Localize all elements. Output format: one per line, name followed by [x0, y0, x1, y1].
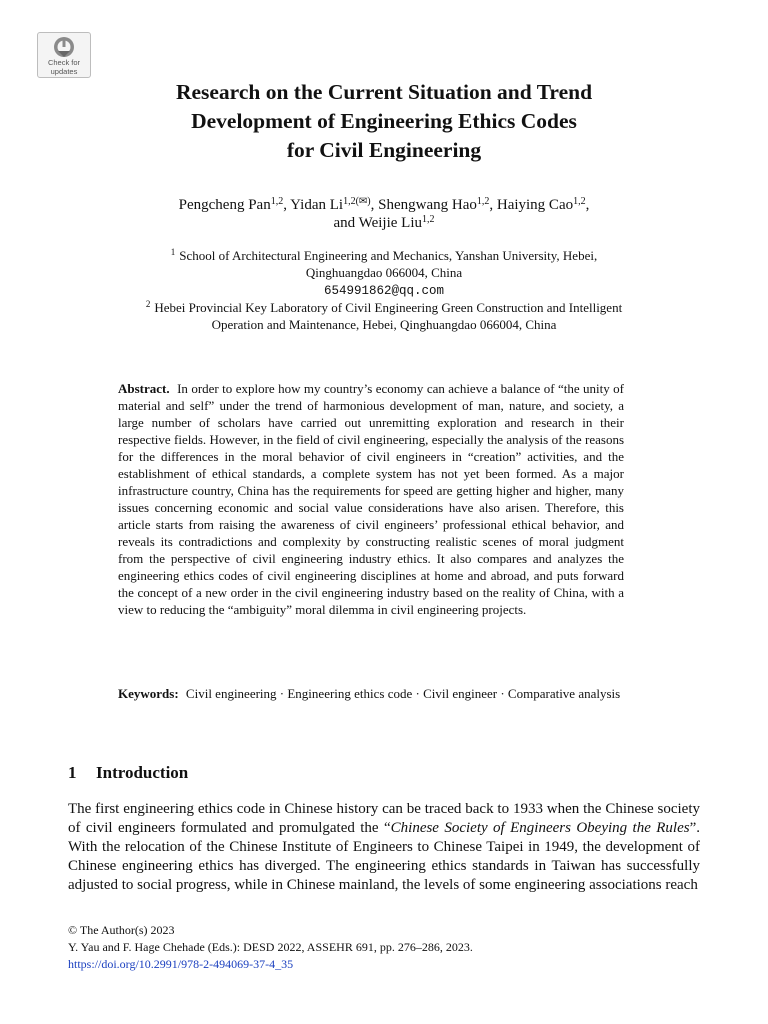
author-separator: ,	[283, 197, 291, 213]
keywords	[118, 685, 624, 702]
section-number: 1	[68, 763, 77, 782]
author-separator: ,	[489, 197, 497, 213]
title-line-1: Research on the Current Situation and Trend	[175, 80, 593, 104]
badge-line-2: updates	[50, 67, 78, 76]
check-for-updates-badge[interactable]	[37, 32, 91, 78]
author-list	[80, 196, 688, 232]
abstract	[118, 380, 624, 618]
author-separator: ,	[585, 197, 590, 213]
body-italic-title: Chinese Society of Engineers Obeying the Rules	[390, 820, 690, 836]
abstract-label: Abstract.	[118, 381, 170, 396]
affiliation-line-1: School of Architectural Engineering and Mechanics, Yanshan University, Hebei,	[179, 248, 598, 263]
author-name: Yidan Li	[290, 197, 344, 213]
body-text-part-1: The first engineering ethics code in Chinese history can be traced back to 1933 when the Chinese society of civil engineers formulated and promulgated the “	[68, 801, 700, 836]
section-title: Introduction	[96, 763, 189, 782]
keywords-label: Keywords:	[118, 686, 179, 701]
author-name: Pengcheng Pan	[178, 197, 271, 213]
check-for-updates-icon	[53, 36, 75, 58]
footer	[68, 922, 700, 973]
badge-line-1: Check for	[47, 58, 81, 67]
author-affiliation-mark: 1,2	[476, 196, 490, 207]
abstract-text: In order to explore how my country’s economy can achieve a balance of “the unity of material and self” under the trend of harmonious development of man, nature, and society, a large number of scholars have carried out unremitting exploration and research in their respective fields. However, in the field of civil engineering, especially the analysis of the reasons for the differences in the moral behavior of civil engineers in “creation” activities, and the establishment of ethical standards, a complete system has not yet been formed. As a major infrastructure country, China has the requirements for speed are getting higher and higher, many issues concerning economic and social value considerations have also arisen. Therefore, this article starts from raising the awareness of civil engineers’ professional ethical behavior, and reveals its contradictions and complexity by constructing realistic scenes of moral judgment from the perspective of civil engineering industry ethics. It also compares and analyzes the engineering ethics codes of civil engineering disciplines at home and abroad, and puts forward the concept of a new order in the civil engineering industry based on the reality of China, with a view to reducing the “ambiguity” moral dilemma in civil engineering projects.	[118, 381, 624, 617]
affiliation-1	[80, 247, 688, 300]
copyright-line: © The Author(s) 2023	[68, 923, 175, 937]
affiliation-line-1: Hebei Provincial Key Laboratory of Civil Engineering Green Construction and Intelligent	[154, 300, 623, 315]
author-name: and Weijie Liu	[333, 215, 422, 231]
author-name: Shengwang Hao	[378, 197, 477, 213]
citation-line: Y. Yau and F. Hage Chehade (Eds.): DESD 2022, ASSEHR 691, pp. 276–286, 2023.	[68, 940, 473, 954]
affiliation-line-2: Qinghuangdao 066004, China	[305, 265, 463, 280]
keywords-text: Civil engineering · Engineering ethics code · Civil engineer · Comparative analysis	[185, 686, 621, 701]
author-name: Haiying Cao	[496, 197, 574, 213]
affiliation-number: 1	[170, 247, 176, 257]
affiliation-line-2: Operation and Maintenance, Hebei, Qinghuangdao 066004, China	[211, 317, 557, 332]
affiliation-number: 2	[145, 299, 151, 309]
author-affiliation-mark: 1,2(✉)	[343, 196, 371, 207]
author-separator: ,	[370, 197, 379, 213]
section-heading	[68, 762, 188, 784]
author-affiliation-mark: 1,2	[422, 214, 435, 225]
affiliation-2	[80, 299, 688, 333]
author-affiliation-mark: 1,2	[573, 196, 586, 207]
title-line-2: Development of Engineering Ethics Codes	[191, 109, 577, 133]
body-paragraph	[68, 800, 700, 895]
body-text-part-2: ”. With the relocation of the Chinese Institute of Engineers to Chinese Taipei in 1949, the development of Chinese engineering ethics has diverged. The engineering ethics standards in Taiwan has successfully adjusted to social progress, while in Chinese mainland, the levels of some engineering associations reach	[68, 820, 701, 893]
author-email: 654991862@qq.com	[323, 284, 445, 298]
paper-title	[80, 78, 688, 165]
author-affiliation-mark: 1,2	[270, 196, 284, 207]
title-line-3: for Civil Engineering	[286, 138, 482, 162]
doi-link[interactable]: https://doi.org/10.2991/978-2-494069-37-4_35	[68, 957, 294, 971]
